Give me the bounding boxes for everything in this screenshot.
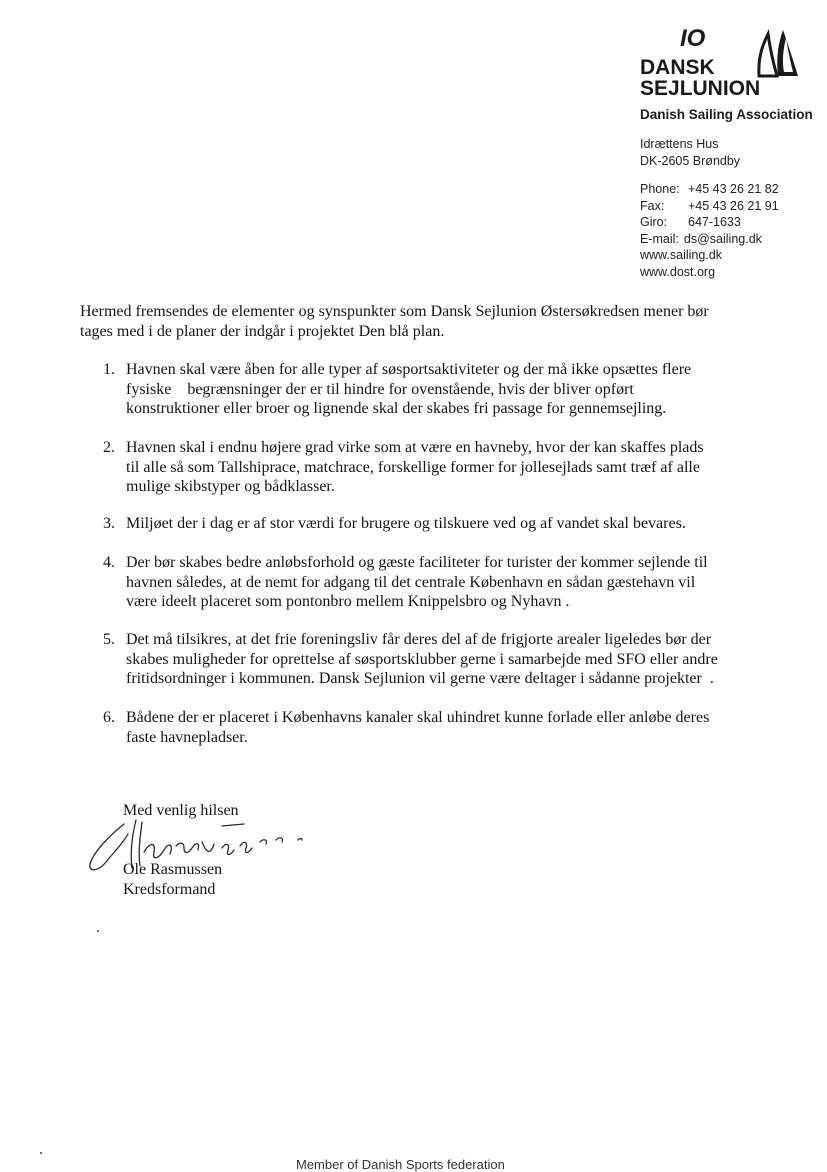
website-line: www.sailing.dk <box>640 248 722 263</box>
contact-label: E-mail: <box>640 231 679 246</box>
signer-name: Ole Rasmussen <box>123 861 223 878</box>
item-text <box>126 630 806 689</box>
signer-title: Kredsformand <box>123 881 216 898</box>
closing-greeting: Med venlig hilsen <box>123 802 239 819</box>
logo-line2-text: SEJLUNION <box>640 77 761 100</box>
contact-label: Fax: <box>640 198 665 213</box>
org-subtitle: Danish Sailing Association <box>640 107 813 122</box>
item-line: Havnen skal være åben for alle typer af søsportsaktiviteter og der må ikke opsættes flere <box>126 361 692 378</box>
item-number: 3. <box>103 515 115 532</box>
contact-row-fax <box>640 198 825 215</box>
stray-mark <box>40 1152 42 1154</box>
contact-label: Giro: <box>640 215 668 230</box>
address-line: DK-2605 Brøndby <box>640 153 741 168</box>
contact-value: +45 43 26 21 91 <box>688 198 779 213</box>
contact-row-phone <box>640 181 825 198</box>
item-line: være ideelt placeret som pontonbro mellem Knippelsbro og Nyhavn . <box>126 593 570 610</box>
item-text <box>126 708 806 747</box>
item-line: Havnen skal i endnu højere grad virke som at være en havneby, hvor der kan skaffes plads <box>126 439 704 456</box>
intro-line: Hermed fremsendes de elementer og synspunkter som Dansk Sejlunion Østersøkredsen mener bør <box>80 303 709 320</box>
website-line: www.dost.org <box>640 264 716 279</box>
item-text <box>126 360 806 419</box>
item-number: 2. <box>103 439 115 456</box>
item-line: Det må tilsikres, at det frie foreningsliv får deres del af de frigjorte arealer ligeledes bør der <box>126 631 712 648</box>
logo-line1-text: DANSK <box>640 56 715 79</box>
contact-value: ds@sailing.dk <box>683 231 762 246</box>
item-text <box>126 553 806 612</box>
item-number: 5. <box>103 631 115 648</box>
item-line: konstruktioner eller broer og lignende skal der skabes fri passage for gennemsejling. <box>126 400 667 417</box>
sail-logo-icon <box>640 24 805 102</box>
dansk-sejlunion-logo <box>640 24 805 102</box>
item-number: 4. <box>103 554 115 571</box>
contact-value: 647-1633 <box>688 215 741 230</box>
contact-block <box>640 181 825 281</box>
item-line: fysiske begrænsninger der er til hindre for ovenstående, hvis der bliver opført <box>126 380 634 398</box>
item-line: havnen således, at de nemt for adgang til det centrale København en sådan gæstehavn vil <box>126 573 696 591</box>
item-line: Miljøet der i dag er af stor værdi for brugere og tilskuere ved og af vandet skal bevares. <box>126 515 686 532</box>
item-text <box>126 514 806 534</box>
contact-row-email <box>640 231 825 248</box>
intro-line: tages med i de planer der indgår i projektet Den blå plan. <box>80 322 445 340</box>
item-number: 6. <box>103 709 115 726</box>
logo-mark-text: IO <box>680 25 706 52</box>
item-line: fritidsordninger i kommunen. Dansk Sejlunion vil gerne være deltager i sådanne projekter . <box>126 670 714 687</box>
stray-mark <box>97 930 99 932</box>
item-text <box>126 438 806 497</box>
item-line: Bådene der er placeret i Københavns kanaler skal uhindret kunne forlade eller anløbe deres <box>126 709 710 726</box>
item-line: faste havnepladser. <box>126 728 248 746</box>
address-line: Idrættens Hus <box>640 137 719 151</box>
item-line: skabes muligheder for oprettelse af søsportsklubber gerne i samarbejde med SFO eller andre <box>126 650 718 668</box>
contact-row-giro <box>640 214 825 231</box>
item-number: 1. <box>103 361 115 378</box>
item-line: til alle så som Tallshiprace, matchrace, forskellige former for jollesejlads samt træf af alle <box>126 458 700 476</box>
address-block <box>640 136 820 169</box>
item-line: mulige skibstyper og bådklasser. <box>126 478 335 495</box>
contact-label: Phone: <box>640 182 680 196</box>
intro-paragraph <box>80 302 760 341</box>
item-line: Der bør skabes bedre anløbsforhold og gæste faciliteter for turister der kommer sejlende til <box>126 554 708 571</box>
contact-value: +45 43 26 21 82 <box>688 182 779 196</box>
footer-text: Member of Danish Sports federation <box>296 1157 505 1172</box>
